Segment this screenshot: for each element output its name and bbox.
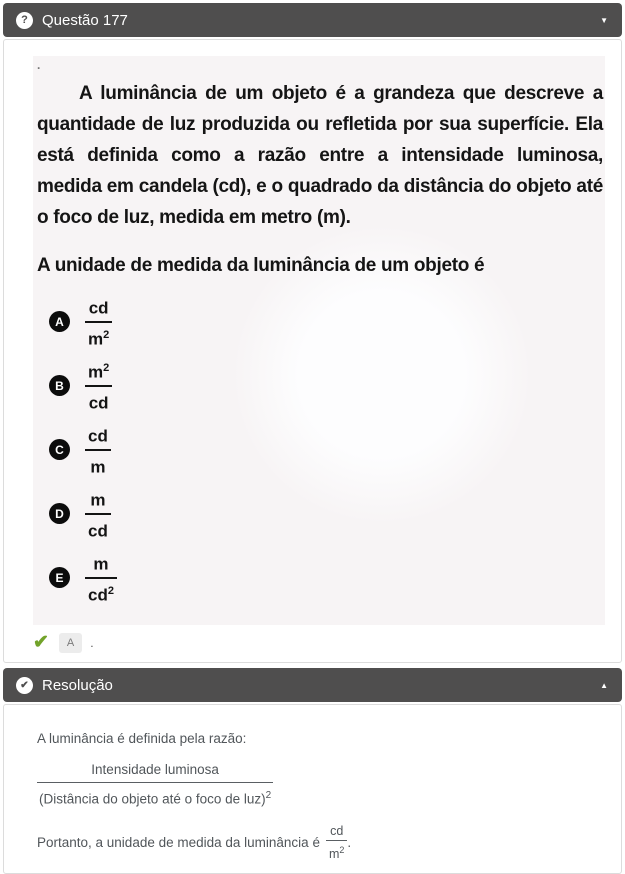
conclusion-text: Portanto, a unidade de medida da luminância é: [37, 834, 320, 850]
resolution-fraction-numerator: Intensidade luminosa: [37, 761, 273, 783]
resolution-fraction: [37, 761, 273, 808]
answer-suffix: .: [90, 636, 94, 650]
question-scan-image: [33, 56, 605, 625]
option-c-fraction: $\frac{cd}{m}$: [85, 422, 111, 477]
options-list: [37, 295, 603, 604]
question-title: Questão 177: [42, 11, 128, 29]
conclusion-fraction: $\frac{cd}{m^2}$: [326, 824, 347, 861]
option-d-letter: D: [49, 503, 70, 524]
option-c-letter: C: [49, 439, 70, 460]
option-b-fraction: $\frac{m^2}{cd}$: [85, 358, 112, 413]
option-b: [49, 359, 603, 412]
chevron-up-icon[interactable]: ▲: [600, 680, 608, 690]
conclusion-period: .: [347, 834, 352, 850]
scan-artifact-dot: .: [37, 58, 41, 72]
resolution-intro: A luminância é definida pela razão:: [37, 731, 247, 746]
question-prompt: A unidade de medida da luminância de um objeto é: [37, 255, 485, 276]
green-check-icon: ✔: [33, 632, 49, 653]
question-statement: A luminância de um objeto é a grandeza que descreve a quantidade de luz produzida ou refletida por sua superfície. Ela está definida como a razão entre a intensidade luminosa, medida em candela (cd), e o quadrado da distância do objeto até o foco de luz, medida em metro (m).: [37, 83, 603, 228]
resolution-header-bar[interactable]: [3, 668, 622, 702]
resolution-fraction-denominator: (Distância do objeto até o foco de luz)$^2$: [39, 790, 272, 807]
option-d-fraction: $\frac{m}{cd}$: [85, 486, 111, 541]
question-header-bar[interactable]: [3, 3, 622, 37]
correct-answer-row: [33, 633, 605, 653]
help-icon: ?: [16, 12, 33, 29]
option-b-letter: B: [49, 375, 70, 396]
option-d: [49, 487, 603, 540]
option-e-fraction: $\frac{m}{cd^2}$: [85, 550, 117, 605]
check-circle-icon: ✔: [16, 677, 33, 694]
option-e-letter: E: [49, 567, 70, 588]
resolution-title: Resolução: [42, 676, 113, 694]
chevron-down-icon[interactable]: ▼: [600, 15, 608, 25]
option-c: [49, 423, 603, 476]
resolution-panel: [3, 704, 622, 874]
option-a-letter: A: [49, 311, 70, 332]
option-a-fraction: $\frac{cd}{m^2}$: [85, 294, 112, 349]
resolution-conclusion: [37, 824, 601, 861]
correct-answer-badge: A: [59, 633, 82, 653]
resolution-body: [4, 705, 621, 861]
option-a: [49, 295, 603, 348]
option-e: [49, 551, 603, 604]
question-panel: [3, 39, 622, 663]
